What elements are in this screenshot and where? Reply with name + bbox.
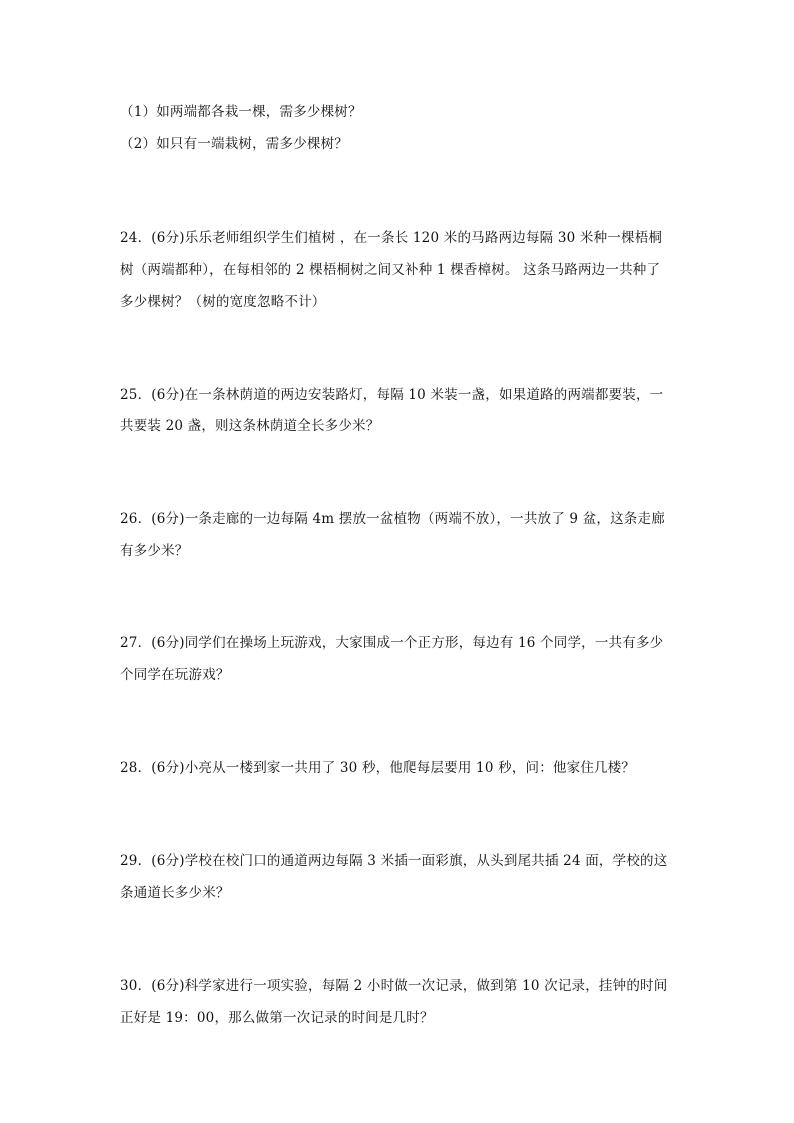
problem-24-line-3: 多少棵树？（树的宽度忽略不计） xyxy=(120,294,326,310)
problem-24-line-1: 24．(6分)乐乐老师组织学生们植树 ，在一条长 120 米的马路两边每隔 30 米种一棵梧桐 xyxy=(120,230,663,246)
problem-30-line-1: 30．(6分)科学家进行一项实验，每隔 2 小时做一次记录，做到第 10 次记录，挂钟的时间 xyxy=(120,978,668,994)
sub-question-1: （1）如两端都各栽一棵，需多少棵树？ xyxy=(120,104,362,120)
problem-24-line-2: 树（两端都种），在每相邻的 2 棵梧桐树之间又补种 1 棵香樟树。 这条马路两边一共种了 xyxy=(120,262,661,278)
problem-25-line-2: 共要装 20 盏，则这条林荫道全长多少米？ xyxy=(120,418,380,434)
problem-29-line-1: 29．(6分)学校在校门口的通道两边每隔 3 米插一面彩旗，从头到尾共插 24 面，学校的这 xyxy=(120,853,668,869)
problem-26-line-2: 有多少米？ xyxy=(120,543,189,559)
problem-27-line-2: 个同学在玩游戏？ xyxy=(120,667,230,683)
problem-29-line-2: 条通道长多少米？ xyxy=(120,885,230,901)
problem-25-line-1: 25．(6分)在一条林荫道的两边安装路灯，每隔 10 米装一盏，如果道路的两端都要装，一 xyxy=(120,387,664,403)
problem-27-line-1: 27．(6分)同学们在操场上玩游戏，大家围成一个正方形，每边有 16 个同学，一共有多少 xyxy=(120,635,664,651)
problem-30-line-2: 正好是 19：00，那么做第一次记录的时间是几时？ xyxy=(120,1010,434,1026)
problem-28-line-1: 28．(6分)小亮从一楼到家一共用了 30 秒，他爬每层要用 10 秒，问：他家住几楼？ xyxy=(120,760,636,776)
problem-26-line-1: 26．(6分)一条走廊的一边每隔 4m 摆放一盆植物（两端不放），一共放了 9 盆，这条走廊 xyxy=(120,511,665,527)
sub-question-2: （2）如只有一端栽树，需多少棵树？ xyxy=(120,136,348,152)
